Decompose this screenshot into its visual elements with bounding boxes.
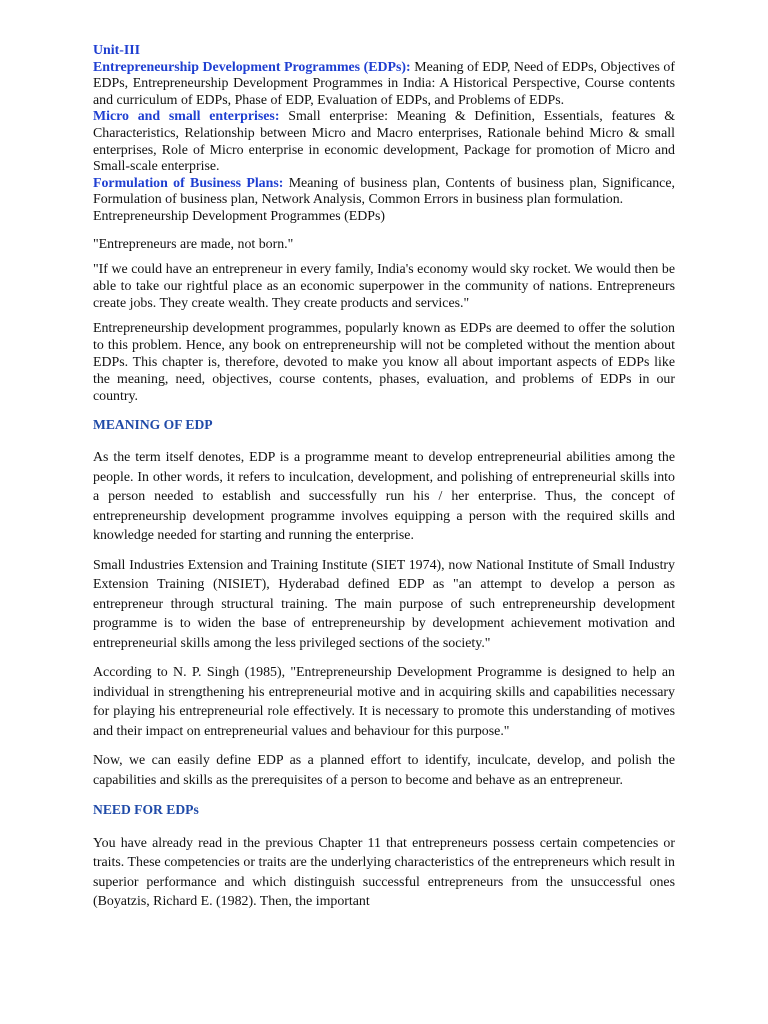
need-paragraph-1: You have already read in the previous Chapter 11 that entrepreneurs possess certain competencies or traits. These competencies or traits are the underlying characteristics of the entrepreneurs which result in superior performance and which distinguish successful entrepreneurs from the unsuccessful ones (Boyatzis, Richard E. (1982). Then, the important	[93, 835, 675, 910]
meaning-section	[93, 415, 675, 791]
meaning-paragraph-4: Now, we can easily define EDP as a planned effort to identify, inculcate, develop, and polish the capabilities and skills as the prerequisites of a person to become and behave as an entrepreneur.	[93, 753, 675, 788]
meaning-paragraph-3: According to N. P. Singh (1985), "Entrepreneurship Development Programme is designed to help an individual in strengthening his entrepreneurial motive and in acquiring skills and capabilities necessary for playing his entrepreneurial role effectively. It is necessary to promote this understanding of motives and their impact on entrepreneurial values and behaviour for this purpose."	[93, 665, 675, 739]
section-heading-need: NEED FOR EDPs	[93, 802, 199, 818]
syllabus-item-business-plans	[93, 176, 675, 209]
intro-paragraph: Entrepreneurship development programmes, popularly known as EDPs are deemed to offer the solution to this problem. Hence, any book on entrepreneurship will not be completed without the mention about EDPs. This chapter is, therefore, devoted to make you know all about important aspects of EDPs like the meaning, need, objectives, course contents, phases, evaluation, and problems of EDPs in our country.	[93, 320, 675, 404]
page-content	[93, 43, 675, 922]
section-heading-meaning: MEANING OF EDP	[93, 416, 213, 432]
meaning-paragraph-2: Small Industries Extension and Training Institute (SIET 1974), now National Institute of Small Industry Extension Training (NISIET), Hyderabad defined EDP as "an attempt to develop a person as entrepreneur through structural training. The main purpose of such entrepreneurship development programme is to widen the base of entrepreneurship by development achievement motivation and entrepreneurial skills among the less privileged sections of the society."	[93, 557, 675, 651]
quote-entrepreneurs-made: "Entrepreneurs are made, not born."	[93, 236, 294, 252]
syllabus-item-edp	[93, 60, 675, 110]
syllabus-item-text: Meaning of EDP, Need of EDPs, Objectives of EDPs, Entrepreneurship Development Programmes in India: A Historical Perspective, Course contents and curriculum of EDPs, Phase of EDP, Evaluation of EDPs, and Problems of EDPs.	[93, 59, 675, 108]
syllabus-item-title: Formulation of Business Plans:	[93, 175, 284, 191]
syllabus-item-micro	[93, 109, 675, 175]
unit-title: Unit-III	[93, 43, 141, 58]
syllabus-item-title: Micro and small enterprises:	[93, 109, 280, 125]
syllabus-item-text: Meaning of business plan, Contents of business plan, Significance, Formulation of business plan, Network Analysis, Common Errors in business plan formulation.	[93, 175, 675, 208]
chapter-title-line: Entrepreneurship Development Programmes (EDPs)	[93, 208, 386, 224]
syllabus-block	[93, 43, 675, 226]
syllabus-item-text: Small enterprise: Meaning & Definition, Essentials, features & Characteristics, Relationship between Micro and Macro enterprises, Rationale behind Micro & small enterprises, Role of Micro enterprise in economic development, Package for promotion of Micro and Small-scale enterprise.	[93, 109, 675, 175]
need-section	[93, 800, 675, 912]
quote-entrepreneur-every-family: "If we could have an entrepreneur in every family, India's economy would sky rocket. We would then be able to take our rightful place as an economic superpower in the community of nations. Entrepreneurs create jobs. They create wealth. They create products and services."	[93, 261, 675, 311]
meaning-paragraph-1: As the term itself denotes, EDP is a programme meant to develop entrepreneurial abilities among the people. In other words, it refers to inculcation, development, and polishing of entrepreneurial skills into a person needed to establish and successfully run his / her enterprise. Thus, the concept of entrepreneurship development programme involves equipping a person with the required skills and knowledge needed for starting and running the enterprise.	[93, 450, 675, 544]
intro-section	[93, 236, 675, 405]
syllabus-item-title: Entrepreneurship Development Programmes (EDPs):	[93, 59, 411, 75]
